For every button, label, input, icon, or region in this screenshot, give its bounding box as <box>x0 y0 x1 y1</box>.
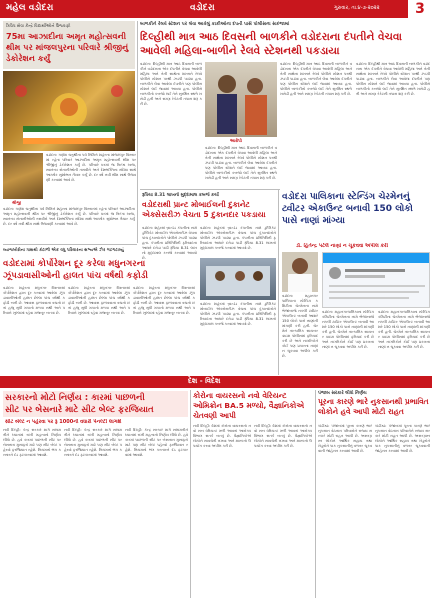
left-story-kicker: ત્રિવિધ સેવા કેન્દ્રે વિદ્યાર્થીઓને ઉજવણી <box>6 23 71 28</box>
mid-story-body-col1: વડોદરા: શહેરમાં બ્રાન્ડેડ કંપનીના નામે ડુપ્લિકેટ મોબાઈલ એક્સેસરીઝ વેચતા પાંચ દુકાનદારોને પોલીસે ઝડપી પાડ્યા હતા. કંપનીના પ્રતિનિધિની ફરિયાદના આધારે દરોડા પાડી રૂપિયા 8.31 લાખનો મુદ્દામાલ કબજે કરવામાં આવ્યો છે. <box>142 226 197 260</box>
bottom-left-body-col1: નવી દિલ્હી: કેન્દ્ર સરકારે માર્ગ સલામતીને ધ્યાનમાં રાખી મહત્વનો નિર્ણય લીધો છે. હવે કારમાં પાછળની સીટ પર બેસનારા મુસાફરો માટે પણ સીટ બેલ્ટ પહેરવો ફરજિયાત રહેશે. નિયમનો ભંગ કરનારને દંડ ફટકારવામાં આવશે. <box>3 428 61 457</box>
header-date: ગુરુવાર, તા.૪-૭-૨૦૨૨ <box>334 5 380 11</box>
right-story-headline: વડોદરા પાલિકાના સ્ટેન્ડિંગ ચેરમેનનું ટ્વીટર એકાઉન્ટ બનાવી 150 લોકો પાસે નાણાં માંગ્યા <box>282 192 413 226</box>
bottom-mid-body-col1: નવી દિલ્હી: દેશમાં કોરોના વાયરસનો નવો સબ વેરિયન્ટ મળી આવતાં આરોગ્ય વિભાગ સતર્ક બન્યું છે. વૈજ્ઞાનિકોએ લોકોને સાવચેતી રાખવા અને માસ્કનો ઉપયોગ કરવા અપીલ કરી છે. <box>193 424 251 448</box>
chairman-portrait <box>282 252 318 292</box>
accused-photo <box>205 62 277 137</box>
left-story-headline: 75મા આઝાદીના અમૃત મહોત્સવની થીમ પર માંજલપુરના પરિવારે શ્રીજીનું ડેકોરેશન કર્યું <box>6 31 129 63</box>
bottom-left-headline-2: સીટ પર બેસનારે માટે સીટ બેલ્ટ ફરજિયાત <box>5 405 154 415</box>
bottom-mid-body-col2: નવી દિલ્હી: દેશમાં કોરોના વાયરસનો નવો સબ વેરિયન્ટ મળી આવતાં આરોગ્ય વિભાગ સતર્ક બન્યું છે. વૈજ્ઞાનિકોએ લોકોને સાવચેતી રાખવા અને માસ્કનો ઉપયોગ કરવા અપીલ કરી છે. <box>254 424 312 448</box>
section-band-label: દેશ - વિદેશ <box>188 377 221 385</box>
bottom-left-body-col3: નવી દિલ્હી: કેન્દ્ર સરકારે માર્ગ સલામતીને ધ્યાનમાં રાખી મહત્વનો નિર્ણય લીધો છે. હવે કારમાં પાછળની સીટ પર બેસનારા મુસાફરો માટે પણ સીટ બેલ્ટ પહેરવો ફરજિયાત રહેશે. નિયમનો ભંગ કરનારને દંડ ફટકારવામાં આવશે. <box>125 428 188 457</box>
right-story-body-col2: વડોદરા: મહાનગરપાલિકાના સ્ટેન્ડિંગ કમિટીના ચેરમેનના નામે ભેજાબાજે નકલી ટ્વીટર એકાઉન્ટ બનાવી આશરે 150 લોકો પાસે નાણાંની માંગણી કરી હતી. ચેરમેને તાત્કાલિક સાયબર ક્રાઇમ પોલીસમાં ફરિયાદ કરી છે અને નાગરિકોને કોઈ પણ પ્રકારના નાણાં ન ચૂકવવા અપીલ કરી છે. <box>322 310 374 349</box>
lower-left-body-col2: વડોદરા: શહેરના મધુનગર વિસ્તારમાં કોર્પોરેશન દ્વારા દૂર કરવામાં આવેલા ઝૂંપડાવાસીઓની હાલત છેલ્લા પાંચ વર્ષથી કફોડી બની છે. આવાસ ફાળવવાના વચનો છતાં હજુ સુધી મકાનો મળ્યા નથી અને પરિવારો ખુલ્લામાં રહેવા મજબૂર બન્યા છે. <box>68 286 130 315</box>
lower-left-headline: વડોદરામાં કોર્પોરેશન દૂર કરેલા મધુનગરના ઝૂંપડાવાસીઓની હાલત પાંચ વર્ષથી કફોડી <box>3 259 148 281</box>
right-story-body-col3: વડોદરા: મહાનગરપાલિકાના સ્ટેન્ડિંગ કમિટીના ચેરમેનના નામે ભેજાબાજે નકલી ટ્વીટર એકાઉન્ટ બનાવી આશરે 150 લોકો પાસે નાણાંની માંગણી કરી હતી. ચેરમેને તાત્કાલિક સાયબર ક્રાઇમ પોલીસમાં ફરિયાદ કરી છે અને નાગરિકોને કોઈ પણ પ્રકારના નાણાં ન ચૂકવવા અપીલ કરી છે. <box>378 310 430 349</box>
main-story-headline: દિલ્હીથી માત્ર આઠ દિવસની બાળકીને વડોદરાના દંપતીને વેચવા આવેલી મહિલા-બાળીને રેલવે સ્ટેશનથી પકડાયા <box>140 31 402 57</box>
left-story-caption: શ્રીજી <box>12 200 22 205</box>
main-story-body-col3: વડોદરા: દિલ્હીથી માત્ર આઠ દિવસની બાળકીને વડોદરાના એક દંપતીને વેચવા આવેલી મહિલા અને તેની સાથેના શખ્સને રેલવે પોલીસે સ્ટેશન પરથી ઝડપી પાડ્યા હતા. બાળકીને લેવા આવેલા દંપતીને પણ પોલીસ સ્ટેશને લઈ જવામાં આવ્યા હતા. પોલીસે બાળકીનો કબજો લઈ તેને સુરક્ષિત સ્થળે ખસેડી હતી અને સમગ્ર રેકેટની તપાસ શરૂ કરી છે. <box>280 62 352 96</box>
mid-story-body-col2: વડોદરા: શહેરમાં બ્રાન્ડેડ કંપનીના નામે ડુપ્લિકેટ મોબાઈલ એક્સેસરીઝ વેચતા પાંચ દુકાનદારોને પોલીસે ઝડપી પાડ્યા હતા. કંપનીના પ્રતિનિધિની ફરિયાદના આધારે દરોડા પાડી રૂપિયા 8.31 લાખનો મુદ્દામાલ કબજે કરવામાં આવ્યો છે. <box>200 226 276 250</box>
bottom-left-body-col2: નવી દિલ્હી: કેન્દ્ર સરકારે માર્ગ સલામતીને ધ્યાનમાં રાખી મહત્વનો નિર્ણય લીધો છે. હવે કારમાં પાછળની સીટ પર બેસનારા મુસાફરો માટે પણ સીટ બેલ્ટ પહેરવો ફરજિયાત રહેશે. નિયમનો ભંગ કરનારને દંડ ફટકારવામાં આવશે. <box>64 428 122 457</box>
bottom-mid-headline: કોરોના વાયરસનો નવો વેરિયન્ટ ઓમિક્રોન BA.5 મળ્યો, વૈજ્ઞાનિકોએ ચેતવણી આપી <box>193 391 305 420</box>
page-number: 3 <box>408 0 432 18</box>
mid-story-body-col3: વડોદરા: શહેરમાં બ્રાન્ડેડ કંપનીના નામે ડુપ્લિકેટ મોબાઈલ એક્સેસરીઝ વેચતા પાંચ દુકાનદારોને પોલીસે ઝડપી પાડ્યા હતા. કંપનીના પ્રતિનિધિની ફરિયાદના આધારે દરોડા પાડી રૂપિયા 8.31 લાખનો મુદ્દામાલ કબજે કરવામાં આવ્યો છે. <box>200 302 276 326</box>
bottom-right-body-col1: ચંડીગઢ: પંજાબમાં પૂરના કારણે ભારે નુકસાન વેઠનારા પરિવારોને રાજ્ય સરકારે મોટી રાહત આપી છે. અસરગ્રસ્ત લોકોને આર્થિક સહાય તથા ખેડૂતોને પાક નુકસાનીનું વળતર ચૂકવવાની જાહેરાત કરવામાં આવી છે. <box>318 424 372 453</box>
bottom-right-kicker: પંજાબ સરકારે લીધો નિર્ણય <box>318 391 367 396</box>
lower-left-body-col3: વડોદરા: શહેરના મધુનગર વિસ્તારમાં કોર્પોરેશન દ્વારા દૂર કરવામાં આવેલા ઝૂંપડાવાસીઓની હાલત છેલ્લા પાંચ વર્ષથી કફોડી બની છે. આવાસ ફાળવવાના વચનો છતાં હજુ સુધી મકાનો મળ્યા નથી અને પરિવારો ખુલ્લામાં રહેવા મજબૂર બન્યા છે. <box>133 286 195 315</box>
mid-story-headline: વડોદરાથી પ્રાન્ટ મોબાઈલની દુકાનેટ એક્સેસરીઝ વેચતા 5 દુકાનદાર પકડાયા <box>142 200 266 219</box>
bottom-right-body-col2: ચંડીગઢ: પંજાબમાં પૂરના કારણે ભારે નુકસાન વેઠનારા પરિવારોને રાજ્ય સરકારે મોટી રાહત આપી છે. અસરગ્રસ્ત લોકોને આર્થિક સહાય તથા ખેડૂતોને પાક નુકસાનીનું વળતર ચૂકવવાની જાહેરાત કરવામાં આવી છે. <box>375 424 430 453</box>
ganesh-decoration-image <box>3 71 135 151</box>
bottom-left-subhead: સીટ બેલ્ટ ન પહેરવા પર રૂ 1000ની વધારી પેનલ્ટી લાગશે <box>5 419 122 425</box>
main-story-photo <box>205 62 277 137</box>
main-story-kicker: બાળકીને રેલવે સ્ટેશન પર લેવા આવેલું કાકીઓના દંપતી પાસે પોલીસના સકંજામાં <box>140 22 290 27</box>
right-story-subhead: ડૉ. હિતેન્દ્ર પટેલે નાણાં ન ચૂકવવા અપીલ કરી <box>296 243 389 249</box>
left-story-body: વડોદરા: ગણેશ ચતુર્થીના પર્વ નિમિત્તે શહેરના માંજલપુર વિસ્તારમાં રહેતા પરિવારે આઝાદીના અમૃત મહોત્સવની થીમ પર શ્રીજીનું ડેકોરેશન કર્યું છે. પરિવારે ઘરમાં જ ત્રિરંગા ધ્વજ, સ્વાતંત્ર્ય સેનાનીઓની તસવીરો અને દેશભક્તિના સંદેશા સાથે આકર્ષક સુશોભન તૈયાર કર્યું છે. દર વર્ષે નવી થીમ સાથે ઉજવણી કરવામાં આવે છે. <box>46 153 136 182</box>
left-story-photo-2 <box>3 153 43 199</box>
bottom-right-headline: પૂરના કારણે ભારે નુકસાનથી પ્રભાવિત લોકોને હવે આપી મોટી રાહત <box>318 397 429 416</box>
main-story-body-col1: વડોદરા: દિલ્હીથી માત્ર આઠ દિવસની બાળકીને વડોદરાના એક દંપતીને વેચવા આવેલી મહિલા અને તેની સાથેના શખ્સને રેલવે પોલીસે સ્ટેશન પરથી ઝડપી પાડ્યા હતા. બાળકીને લેવા આવેલા દંપતીને પણ પોલીસ સ્ટેશને લઈ જવામાં આવ્યા હતા. પોલીસે બાળકીનો કબજો લઈ તેને સુરક્ષિત સ્થળે ખસેડી હતી અને સમગ્ર રેકેટની તપાસ શરૂ કરી છે. <box>140 62 202 106</box>
right-story-screenshot <box>322 252 430 308</box>
left-story-photo <box>3 71 135 151</box>
mid-story-photo <box>200 258 276 300</box>
main-story-body-col4: વડોદરા: દિલ્હીથી માત્ર આઠ દિવસની બાળકીને વડોદરાના એક દંપતીને વેચવા આવેલી મહિલા અને તેની સાથેના શખ્સને રેલવે પોલીસે સ્ટેશન પરથી ઝડપી પાડ્યા હતા. બાળકીને લેવા આવેલા દંપતીને પણ પોલીસ સ્ટેશને લઈ જવામાં આવ્યા હતા. પોલીસે બાળકીનો કબજો લઈ તેને સુરક્ષિત સ્થળે ખસેડી હતી અને સમગ્ર રેકેટની તપાસ શરૂ કરી છે. <box>356 62 430 96</box>
section-left-label: મહેલ વડોદરા <box>6 3 54 13</box>
right-story-portrait <box>282 252 318 292</box>
twitter-screenshot <box>323 253 430 308</box>
lower-left-kicker: વ્યાજખોરોના ત્રાસથી કંટાળી એક વધુ પરિવારના સભ્યએ ઝેર ગટગટાવ્યું <box>3 247 124 252</box>
right-story-body-col1: વડોદરા: મહાનગરપાલિકાના સ્ટેન્ડિંગ કમિટીના ચેરમેનના નામે ભેજાબાજે નકલી ટ્વીટર એકાઉન્ટ બનાવી આશરે 150 લોકો પાસે નાણાંની માંગણી કરી હતી. ચેરમેને તાત્કાલિક સાયબર ક્રાઇમ પોલીસમાં ફરિયાદ કરી છે અને નાગરિકોને કોઈ પણ પ્રકારના નાણાં ન ચૂકવવા અપીલ કરી છે. <box>282 294 318 358</box>
shop-raid-photo <box>200 258 276 300</box>
main-story-photo-caption: આરોપી <box>230 138 242 143</box>
main-story-body-col2: વડોદરા: દિલ્હીથી માત્ર આઠ દિવસની બાળકીને વડોદરાના એક દંપતીને વેચવા આવેલી મહિલા અને તેની સાથેના શખ્સને રેલવે પોલીસે સ્ટેશન પરથી ઝડપી પાડ્યા હતા. બાળકીને લેવા આવેલા દંપતીને પણ પોલીસ સ્ટેશને લઈ જવામાં આવ્યા હતા. પોલીસે બાળકીનો કબજો લઈ તેને સુરક્ષિત સ્થળે ખસેડી હતી અને સમગ્ર રેકેટની તપાસ શરૂ કરી છે. <box>205 146 277 180</box>
lower-left-body-col1: વડોદરા: શહેરના મધુનગર વિસ્તારમાં કોર્પોરેશન દ્વારા દૂર કરવામાં આવેલા ઝૂંપડાવાસીઓની હાલત છેલ્લા પાંચ વર્ષથી કફોડી બની છે. આવાસ ફાળવવાના વચનો છતાં હજુ સુધી મકાનો મળ્યા નથી અને પરિવારો ખુલ્લામાં રહેવા મજબૂર બન્યા છે. <box>3 286 65 315</box>
bottom-left-headline-1: સરકારનો મોટો નિર્ણય : કારમાં પાછળની <box>5 393 145 403</box>
mid-story-kicker: રૂપિયા 8.31 લાખનો મુદ્દામાલ કબજે કર્યો <box>142 193 219 198</box>
section-center-label: વડોદરા <box>190 3 215 13</box>
left-story-body-cont: વડોદરા: ગણેશ ચતુર્થીના પર્વ નિમિત્તે શહેરના માંજલપુર વિસ્તારમાં રહેતા પરિવારે આઝાદીના અમૃત મહોત્સવની થીમ પર શ્રીજીનું ડેકોરેશન કર્યું છે. પરિવારે ઘરમાં જ ત્રિરંગા ધ્વજ, સ્વાતંત્ર્ય સેનાનીઓની તસવીરો અને દેશભક્તિના સંદેશા સાથે આકર્ષક સુશોભન તૈયાર કર્યું છે. દર વર્ષે નવી થીમ સાથે ઉજવણી કરવામાં આવે છે. <box>3 207 135 226</box>
